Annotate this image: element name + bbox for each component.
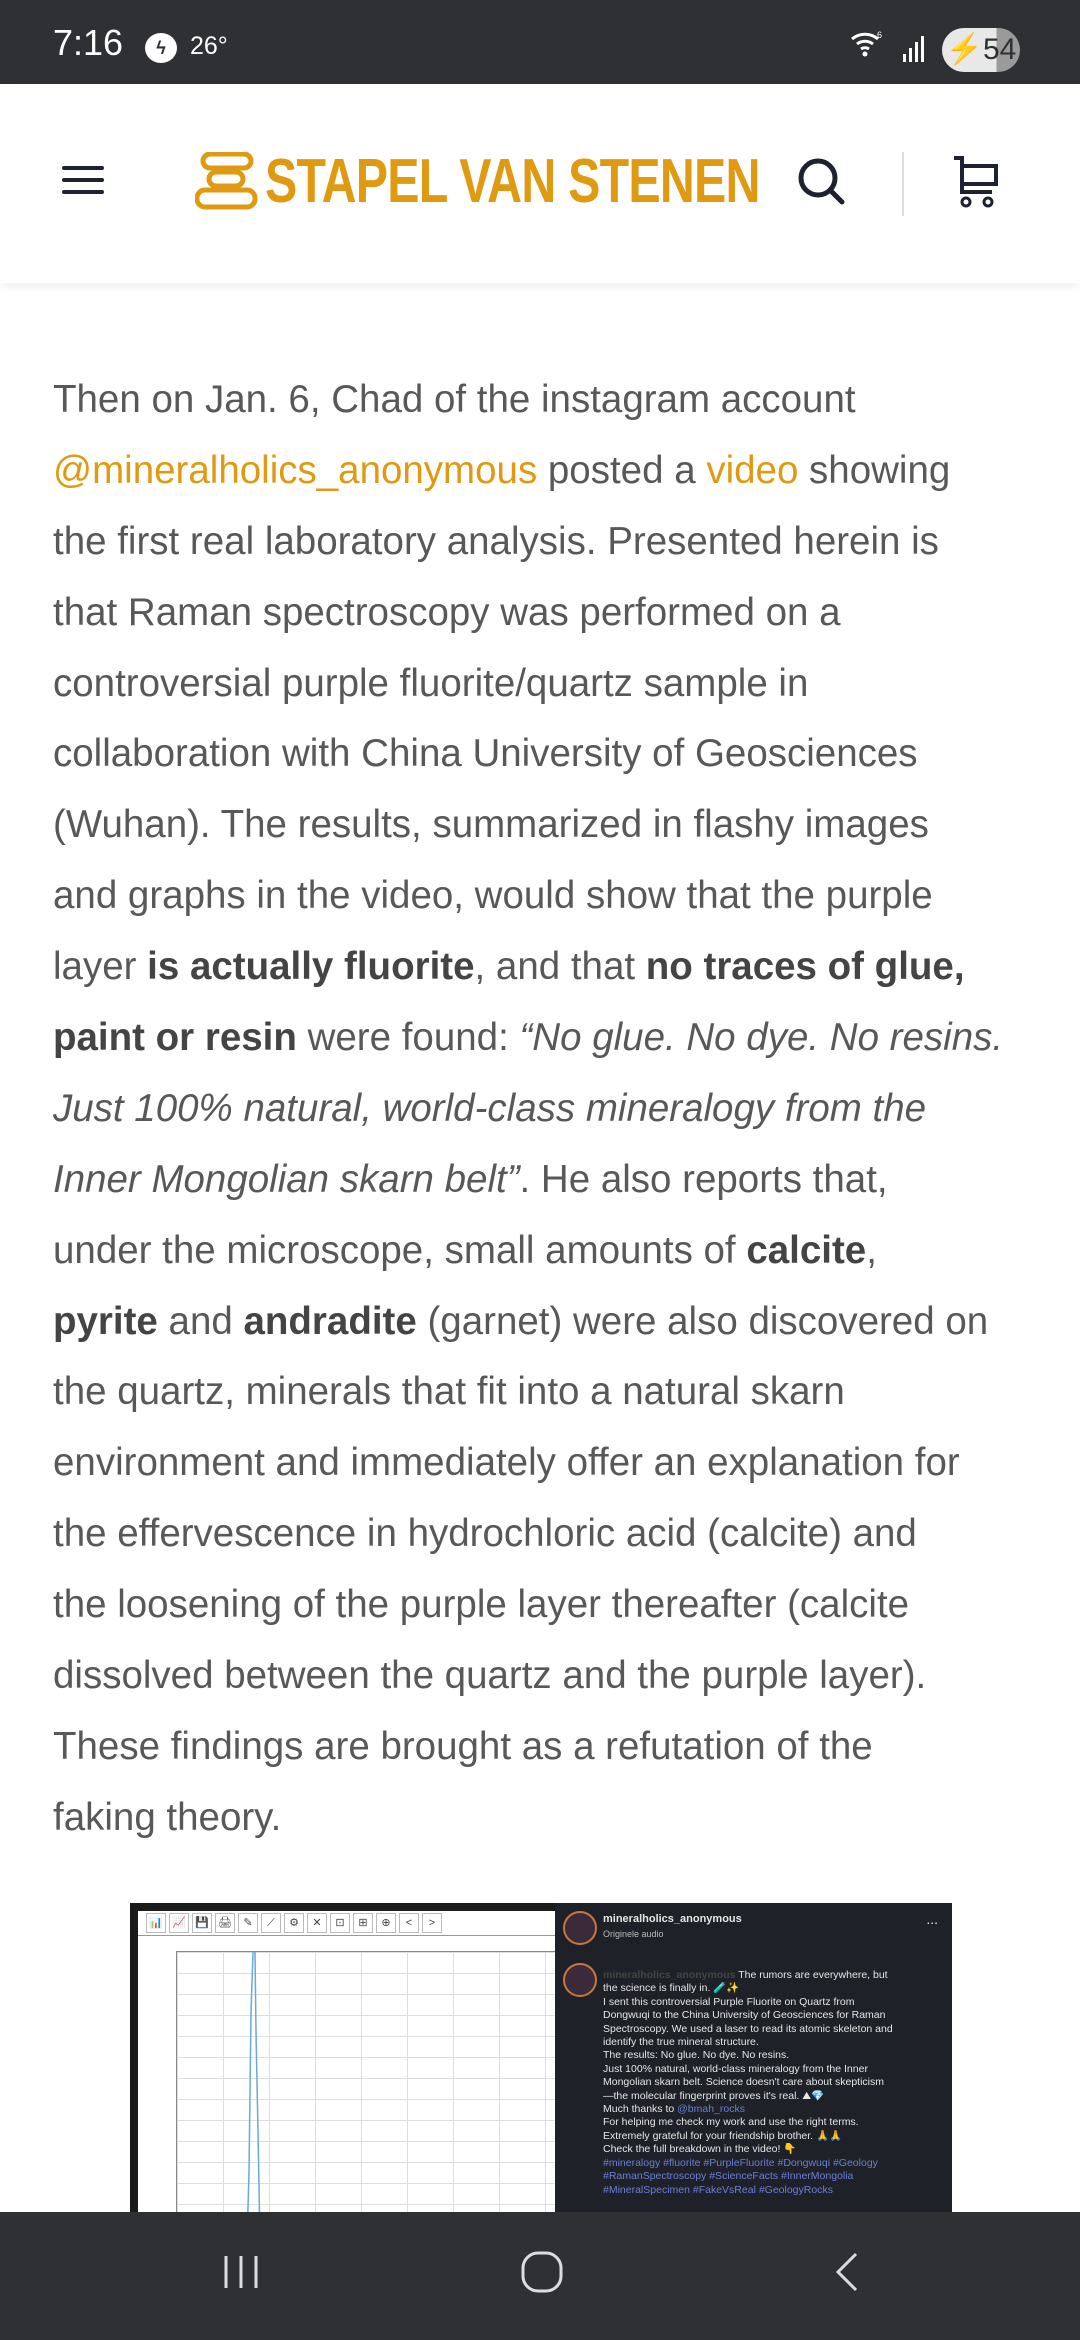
text-segment: (garnet) were also discovered on <box>416 1299 989 1343</box>
text-line <box>603 1969 943 1982</box>
text-segment: , and that <box>474 945 646 989</box>
text-segment: collaboration with China University of Geosciences <box>53 732 918 776</box>
text-line <box>53 436 1003 507</box>
text-segment: The results: No glue. No dye. No resins. <box>603 2049 790 2062</box>
text-segment: mineralholics_anonymous <box>603 1969 736 1981</box>
home-icon[interactable] <box>520 2250 564 2299</box>
text-segment: no traces of glue, <box>645 945 965 989</box>
wifi-icon <box>850 30 884 65</box>
text-segment: and <box>157 1299 244 1343</box>
text-segment: dissolved between the quartz and the purple layer). <box>53 1654 927 1698</box>
text-segment: (Wuhan). The results, summarized in flashy images <box>53 803 929 847</box>
text-segment: , <box>866 1228 877 1272</box>
text-segment: were found: <box>296 1016 520 1060</box>
recent-apps-icon[interactable] <box>220 2250 264 2299</box>
hashtag-link: #RamanSpectroscopy #ScienceFacts #InnerMongolia <box>603 2170 854 2183</box>
baseline-icon: ⊡ <box>330 1913 350 1933</box>
text-segment: faking theory. <box>53 1795 282 1839</box>
status-bar <box>0 0 1080 84</box>
status-temperature: 26° <box>190 32 228 60</box>
logo-text: STAPEL VAN STENEN <box>265 146 760 216</box>
text-line <box>603 2076 943 2089</box>
text-line <box>603 2009 943 2022</box>
hashtag-link: #mineralogy #fluorite #PurpleFluorite #Dongwuqi #Geology <box>603 2156 878 2169</box>
text-line <box>603 2049 943 2062</box>
text-segment: Spectroscopy. We used a laser to read its atomic skeleton and <box>603 2022 893 2035</box>
text-segment: the science is finally in. 🧪✨ <box>603 1982 740 1995</box>
text-segment: is actually fluorite <box>147 945 475 989</box>
text-line <box>603 2130 943 2143</box>
save-icon: 💾 <box>192 1913 212 1933</box>
post-caption <box>603 1969 943 2197</box>
text-line <box>53 1428 1003 1499</box>
text-line <box>53 1357 1003 1428</box>
search-icon[interactable] <box>796 156 848 213</box>
battery-indicator: ⚡54 <box>942 28 1020 72</box>
text-line <box>53 365 1003 436</box>
text-segment: under the microscope, small amounts of <box>53 1228 747 1272</box>
chart-icon: 📊 <box>146 1913 166 1933</box>
text-segment: pyrite <box>53 1299 158 1343</box>
text-line <box>53 1641 1003 1712</box>
text-line <box>53 790 1003 861</box>
text-line <box>53 932 1003 1003</box>
menu-icon[interactable] <box>62 166 104 194</box>
hashtag-link: #MineralSpecimen #FakeVsReal #GeologyRocks <box>603 2183 833 2196</box>
text-segment: showing <box>798 448 951 492</box>
caption-avatar <box>563 1963 597 1997</box>
text-segment: the loosening of the purple layer thereafter (calcite <box>53 1583 910 1627</box>
inline-link[interactable]: @mineralholics_anonymous <box>53 448 538 492</box>
avatar <box>563 1911 597 1945</box>
svg-text:6: 6 <box>877 30 883 40</box>
text-segment: . He also reports that, <box>519 1157 888 1201</box>
text-line <box>53 1145 1003 1216</box>
text-line <box>603 2184 943 2197</box>
text-segment: Inner Mongolian skarn belt” <box>53 1157 520 1201</box>
text-segment: “No glue. No dye. No resins. <box>519 1016 1004 1060</box>
instagram-post-panel <box>555 1903 952 2243</box>
text-line <box>53 1003 1003 1074</box>
text-line <box>603 2103 943 2116</box>
text-segment: Extremely grateful for your friendship brother. 🙏🙏 <box>603 2129 843 2142</box>
measure-icon: ⟋ <box>261 1913 281 1933</box>
text-line <box>603 2063 943 2076</box>
text-line <box>603 2090 943 2103</box>
text-segment: The rumors are everywhere, but <box>735 1969 888 1981</box>
signal-icon <box>903 32 929 62</box>
tool-icon: ⚙ <box>284 1913 304 1933</box>
edit-icon: ✎ <box>238 1913 258 1933</box>
text-segment: the first real laboratory analysis. Presented herein is <box>53 519 939 563</box>
text-line <box>603 2116 943 2129</box>
site-logo[interactable] <box>195 148 899 214</box>
text-line <box>603 2157 943 2170</box>
text-segment: Just 100% natural, world-class mineralogy from the <box>53 1086 927 1130</box>
library-icon: ⊕ <box>376 1913 396 1933</box>
text-segment: controversial purple fluorite/quartz sample in <box>53 661 809 705</box>
site-header <box>0 84 1080 283</box>
text-segment: Mongolian skarn belt. Science doesn't care about skepticism <box>603 2076 884 2089</box>
next-icon: > <box>422 1913 442 1933</box>
text-segment: I sent this controversial Purple Fluorite on Quartz from <box>603 1995 855 2008</box>
text-segment: and graphs in the video, would show that the purple <box>53 874 933 918</box>
text-line <box>53 578 1003 649</box>
text-segment: the effervescence in hydrochloric acid (calcite) and <box>53 1512 917 1556</box>
spectrum-line <box>177 1952 557 2242</box>
text-line <box>53 861 1003 932</box>
text-line <box>603 2170 943 2183</box>
text-line <box>53 1783 1003 1854</box>
text-line <box>603 2036 943 2049</box>
post-audio: Originele audio <box>603 1929 664 1939</box>
post-username: mineralholics_anonymous <box>603 1913 742 1925</box>
text-line <box>53 1712 1003 1783</box>
battery-level: 54 <box>982 33 1017 66</box>
text-line <box>53 1216 1003 1287</box>
inline-link[interactable]: video <box>706 448 799 492</box>
spectrum-plot <box>176 1951 558 2243</box>
header-divider <box>902 152 904 216</box>
text-line <box>603 2143 943 2156</box>
text-segment: For helping me check my work and use the right terms. <box>603 2116 859 2129</box>
article-body <box>53 365 1003 1854</box>
stone-stack-icon <box>195 152 259 210</box>
text-segment: These findings are brought as a refutation of the <box>53 1724 873 1768</box>
instagram-screenshot <box>130 1903 952 2243</box>
print-icon: 🖨 <box>215 1913 235 1933</box>
more-options-icon: ... <box>926 1911 938 1927</box>
text-segment: Just 100% natural, world-class mineralogy from the Inner <box>603 2062 868 2075</box>
text-line <box>53 649 1003 720</box>
text-line <box>53 1287 1003 1358</box>
text-segment: Then on Jan. 6, Chad of the instagram account <box>53 378 856 421</box>
text-line <box>53 507 1003 578</box>
messenger-icon: ϟ <box>145 33 177 63</box>
text-segment: the quartz, minerals that fit into a natural skarn <box>53 1370 845 1414</box>
delete-icon: ✕ <box>307 1913 327 1933</box>
text-line <box>53 1570 1003 1641</box>
text-segment: —the molecular fingerprint proves it's real. ⛰💎 <box>603 2089 825 2102</box>
prev-icon: < <box>399 1913 419 1933</box>
chart-multi-icon: 📈 <box>169 1913 189 1933</box>
text-line <box>603 1982 943 1995</box>
text-line <box>53 719 1003 790</box>
text-segment: calcite <box>746 1228 867 1272</box>
cart-icon[interactable] <box>952 154 1000 215</box>
back-icon[interactable] <box>826 2250 870 2299</box>
text-segment: Much thanks to <box>603 2103 678 2116</box>
text-segment: layer <box>53 945 148 989</box>
text-segment: posted a <box>537 448 707 492</box>
text-segment: Dongwuqi to the China University of Geosciences for Raman <box>603 2009 886 2022</box>
status-time: 7:16 <box>53 22 124 63</box>
peaks-icon: ⊞ <box>353 1913 373 1933</box>
text-segment: paint or resin <box>53 1016 297 1060</box>
text-line <box>53 1499 1003 1570</box>
text-segment: identify the true mineral structure. <box>603 2036 759 2049</box>
text-line <box>603 1996 943 2009</box>
text-line <box>53 1074 1003 1145</box>
raman-software-window <box>138 1911 556 2241</box>
text-line <box>603 2023 943 2036</box>
text-segment: andradite <box>243 1299 417 1343</box>
text-segment: that Raman spectroscopy was performed on a <box>53 590 841 634</box>
text-segment: Check the full breakdown in the video! 👇 <box>603 2143 797 2156</box>
hashtag-link: @bmah_rocks <box>677 2103 745 2116</box>
system-nav-bar <box>0 2212 1080 2340</box>
text-segment: environment and immediately offer an explanation for <box>53 1441 960 1485</box>
software-toolbar <box>138 1911 556 1936</box>
